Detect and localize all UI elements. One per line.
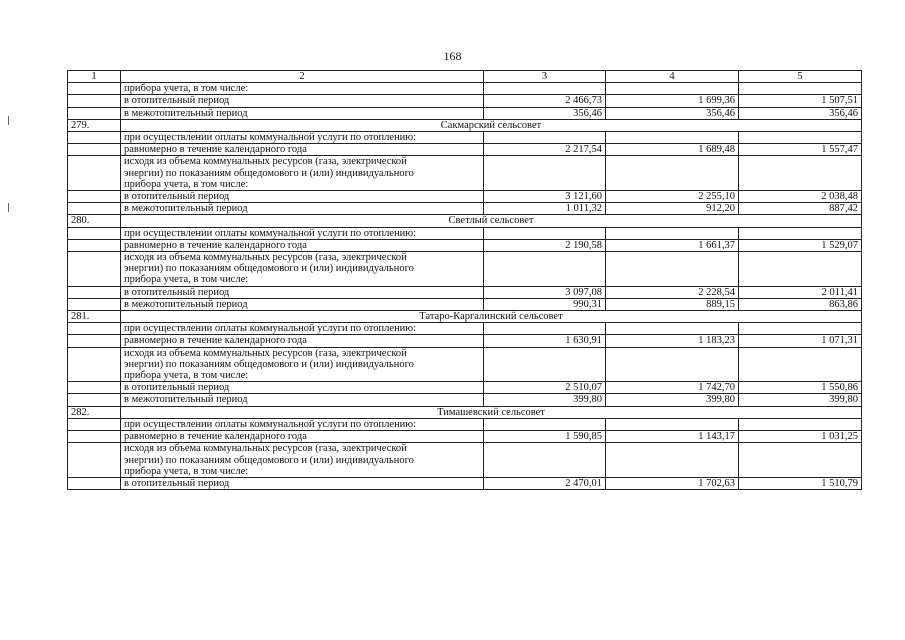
- value-cell-5: [739, 347, 862, 382]
- value-cell-4: [606, 156, 739, 191]
- value-cell-3: 2 217,54: [484, 144, 606, 156]
- row-number: [68, 156, 121, 191]
- section-row: [68, 215, 862, 227]
- row-label: при осуществлении оплаты коммунальной услуги по отоплению:: [121, 418, 484, 430]
- table-row: [68, 477, 862, 489]
- table-row: [68, 347, 862, 382]
- row-label: прибора учета, в том числе:: [121, 83, 484, 95]
- section-row: [68, 406, 862, 418]
- table-row: [68, 95, 862, 107]
- value-cell-5: [739, 443, 862, 478]
- value-cell-5: [739, 418, 862, 430]
- table-row: [68, 431, 862, 443]
- row-label-line: энергии) по показаниям общедомового и (или) индивидуального: [124, 358, 414, 370]
- table-row: [68, 191, 862, 203]
- value-cell-4: [606, 83, 739, 95]
- value-cell-4: 1 699,36: [606, 95, 739, 107]
- row-number: [68, 431, 121, 443]
- table-row: [68, 394, 862, 406]
- value-cell-3: 399,80: [484, 394, 606, 406]
- value-cell-3: 2 510,07: [484, 382, 606, 394]
- row-label-line: прибора учета, в том числе:: [124, 370, 249, 382]
- value-cell-5: 1 529,07: [739, 239, 862, 251]
- tariff-table: [67, 70, 862, 490]
- row-number: 279.: [68, 119, 121, 131]
- row-label: при осуществлении оплаты коммунальной услуги по отоплению:: [121, 132, 484, 144]
- value-cell-3: 2 190,58: [484, 239, 606, 251]
- value-cell-5: 887,42: [739, 203, 862, 215]
- row-label: в межотопительный период: [121, 298, 484, 310]
- value-cell-5: 2 011,41: [739, 286, 862, 298]
- margin-tick-mark: [8, 116, 9, 125]
- margin-tick-mark: [8, 203, 9, 212]
- value-cell-5: 1 507,51: [739, 95, 862, 107]
- header-cell: 2: [121, 71, 484, 83]
- row-label: [121, 252, 484, 287]
- table-row: [68, 227, 862, 239]
- row-number: [68, 443, 121, 478]
- table-row: [68, 203, 862, 215]
- value-cell-4: 356,46: [606, 107, 739, 119]
- row-label: в межотопительный период: [121, 203, 484, 215]
- row-label: [121, 443, 484, 478]
- row-label-line: исходя из объема коммунальных ресурсов (газа, электрической: [124, 156, 407, 168]
- row-label: в межотопительный период: [121, 107, 484, 119]
- row-number: [68, 286, 121, 298]
- value-cell-5: 1 550,86: [739, 382, 862, 394]
- table-row: [68, 239, 862, 251]
- row-number: [68, 132, 121, 144]
- row-label: при осуществлении оплаты коммунальной услуги по отоплению:: [121, 227, 484, 239]
- table-row: [68, 156, 862, 191]
- value-cell-4: [606, 347, 739, 382]
- row-number: [68, 95, 121, 107]
- value-cell-4: 912,20: [606, 203, 739, 215]
- row-number: 281.: [68, 311, 121, 323]
- row-label-line: прибора учета, в том числе:: [124, 465, 249, 477]
- table-row: [68, 144, 862, 156]
- row-label: равномерно в течение календарного года: [121, 335, 484, 347]
- value-cell-4: [606, 252, 739, 287]
- value-cell-3: [484, 227, 606, 239]
- row-label-line: исходя из объема коммунальных ресурсов (газа, электрической: [124, 347, 407, 359]
- row-number: [68, 418, 121, 430]
- value-cell-4: 1 702,63: [606, 477, 739, 489]
- section-title: Тимашевский сельсовет: [121, 406, 862, 418]
- header-cell: 5: [739, 71, 862, 83]
- table-header-row: [68, 71, 862, 83]
- row-label: [121, 156, 484, 191]
- row-label-line: исходя из объема коммунальных ресурсов (газа, электрической: [124, 252, 407, 264]
- value-cell-3: [484, 132, 606, 144]
- row-label: в отопительный период: [121, 191, 484, 203]
- value-cell-5: 1 510,79: [739, 477, 862, 489]
- row-label-line: прибора учета, в том числе:: [124, 274, 249, 286]
- table-row: [68, 382, 862, 394]
- value-cell-5: 1 071,31: [739, 335, 862, 347]
- section-row: [68, 311, 862, 323]
- table-row: [68, 418, 862, 430]
- value-cell-3: 1 011,32: [484, 203, 606, 215]
- value-cell-3: [484, 252, 606, 287]
- section-title: Светлый сельсовет: [121, 215, 862, 227]
- value-cell-5: 863,86: [739, 298, 862, 310]
- row-number: [68, 347, 121, 382]
- header-cell: 3: [484, 71, 606, 83]
- value-cell-4: [606, 323, 739, 335]
- row-label-line: энергии) по показаниям общедомового и (или) индивидуального: [124, 167, 414, 179]
- row-number: [68, 394, 121, 406]
- value-cell-5: 399,80: [739, 394, 862, 406]
- row-number: [68, 252, 121, 287]
- value-cell-5: [739, 83, 862, 95]
- value-cell-3: [484, 347, 606, 382]
- value-cell-3: 356,46: [484, 107, 606, 119]
- value-cell-3: 990,31: [484, 298, 606, 310]
- value-cell-5: [739, 252, 862, 287]
- value-cell-3: 3 121,60: [484, 191, 606, 203]
- value-cell-4: 889,15: [606, 298, 739, 310]
- value-cell-3: [484, 83, 606, 95]
- value-cell-3: 1 590,85: [484, 431, 606, 443]
- value-cell-4: 2 228,54: [606, 286, 739, 298]
- row-label-line: энергии) по показаниям общедомового и (или) индивидуального: [124, 263, 414, 275]
- value-cell-4: 1 689,48: [606, 144, 739, 156]
- value-cell-3: [484, 323, 606, 335]
- page-number: 168: [443, 49, 462, 63]
- table-row: [68, 335, 862, 347]
- row-label-line: энергии) по показаниям общедомового и (или) индивидуального: [124, 454, 414, 466]
- row-number: [68, 382, 121, 394]
- table-row: [68, 83, 862, 95]
- row-number: [68, 203, 121, 215]
- value-cell-5: 356,46: [739, 107, 862, 119]
- header-cell: 4: [606, 71, 739, 83]
- value-cell-3: 2 466,73: [484, 95, 606, 107]
- section-title: Сакмарский сельсовет: [121, 119, 862, 131]
- value-cell-4: [606, 132, 739, 144]
- row-label: в отопительный период: [121, 477, 484, 489]
- table-row: [68, 107, 862, 119]
- row-label: равномерно в течение календарного года: [121, 431, 484, 443]
- value-cell-3: 2 470,01: [484, 477, 606, 489]
- row-number: [68, 335, 121, 347]
- table-row: [68, 323, 862, 335]
- value-cell-4: [606, 418, 739, 430]
- value-cell-5: [739, 227, 862, 239]
- row-number: [68, 227, 121, 239]
- table-row: [68, 252, 862, 287]
- value-cell-5: 1 031,25: [739, 431, 862, 443]
- value-cell-4: [606, 227, 739, 239]
- value-cell-5: [739, 323, 862, 335]
- row-number: [68, 83, 121, 95]
- row-number: 280.: [68, 215, 121, 227]
- value-cell-3: 1 630,91: [484, 335, 606, 347]
- row-number: [68, 107, 121, 119]
- row-number: [68, 239, 121, 251]
- value-cell-4: 1 183,23: [606, 335, 739, 347]
- value-cell-3: [484, 418, 606, 430]
- table-row: [68, 298, 862, 310]
- row-label: в отопительный период: [121, 382, 484, 394]
- row-label: равномерно в течение календарного года: [121, 239, 484, 251]
- row-label: в отопительный период: [121, 95, 484, 107]
- row-label: равномерно в течение календарного года: [121, 144, 484, 156]
- row-number: [68, 298, 121, 310]
- row-number: [68, 191, 121, 203]
- row-number: 282.: [68, 406, 121, 418]
- row-number: [68, 477, 121, 489]
- row-label: при осуществлении оплаты коммунальной услуги по отоплению:: [121, 323, 484, 335]
- row-label: в межотопительный период: [121, 394, 484, 406]
- row-number: [68, 323, 121, 335]
- value-cell-5: [739, 132, 862, 144]
- value-cell-4: 399,80: [606, 394, 739, 406]
- value-cell-4: 1 143,17: [606, 431, 739, 443]
- table-row: [68, 132, 862, 144]
- value-cell-4: [606, 443, 739, 478]
- header-cell: 1: [68, 71, 121, 83]
- section-title: Татаро-Каргалинский сельсовет: [121, 311, 862, 323]
- row-number: [68, 144, 121, 156]
- value-cell-5: [739, 156, 862, 191]
- value-cell-3: 3 097,08: [484, 286, 606, 298]
- table-row: [68, 286, 862, 298]
- row-label-line: исходя из объема коммунальных ресурсов (газа, электрической: [124, 443, 407, 455]
- row-label: в отопительный период: [121, 286, 484, 298]
- section-row: [68, 119, 862, 131]
- value-cell-3: [484, 156, 606, 191]
- value-cell-5: 1 557,47: [739, 144, 862, 156]
- row-label: [121, 347, 484, 382]
- value-cell-4: 2 255,10: [606, 191, 739, 203]
- value-cell-4: 1 742,70: [606, 382, 739, 394]
- value-cell-5: 2 038,48: [739, 191, 862, 203]
- value-cell-4: 1 661,37: [606, 239, 739, 251]
- row-label-line: прибора учета, в том числе:: [124, 178, 249, 190]
- table-row: [68, 443, 862, 478]
- value-cell-3: [484, 443, 606, 478]
